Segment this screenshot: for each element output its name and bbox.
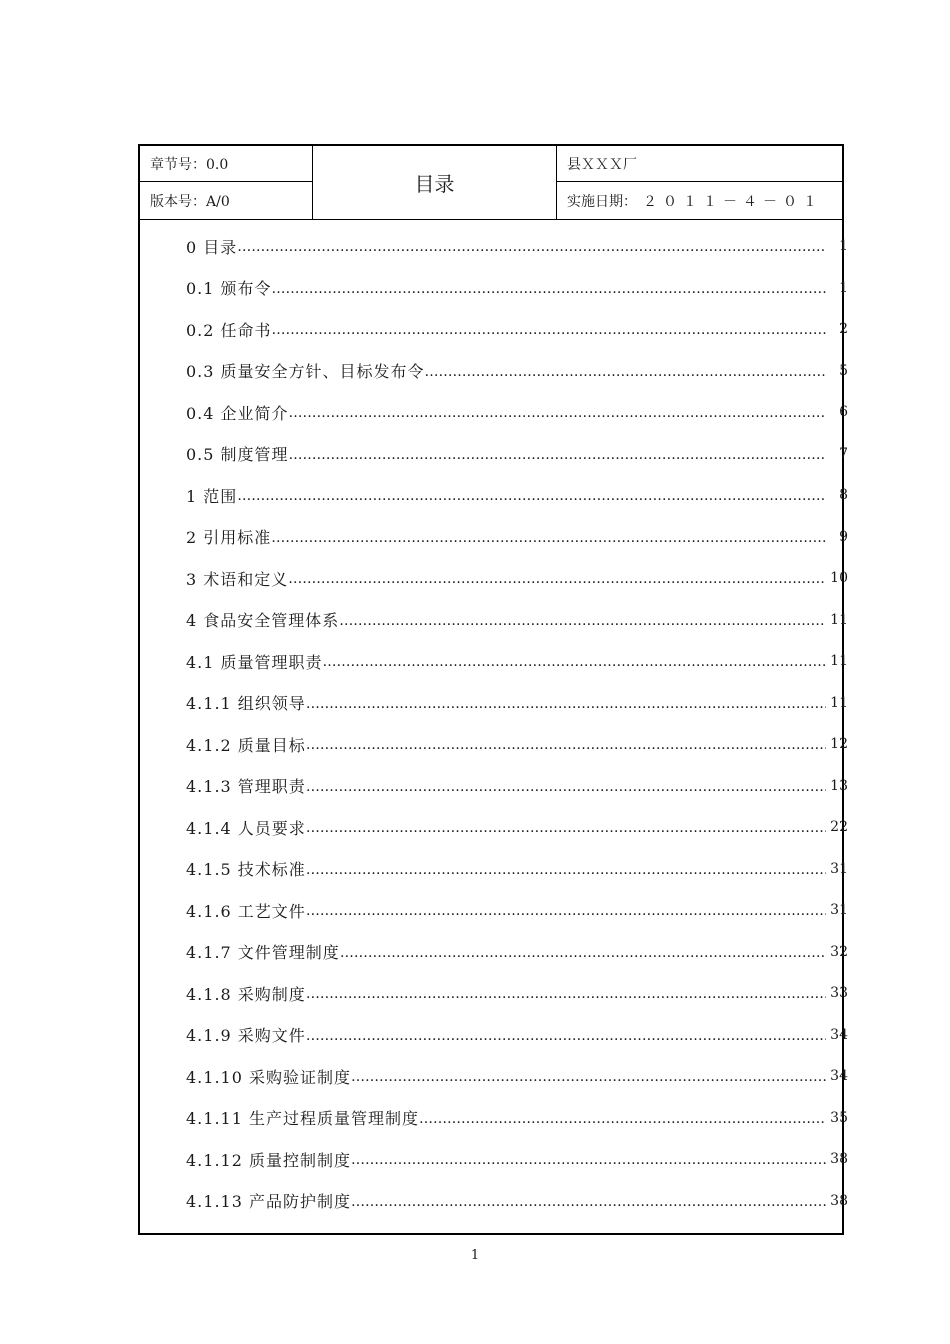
toc-entry-page: 38 bbox=[830, 1192, 848, 1209]
toc-entry[interactable] bbox=[186, 688, 850, 718]
toc-dot-leader bbox=[289, 401, 826, 423]
toc-dot-leader bbox=[289, 443, 826, 465]
toc-entry-page: 11 bbox=[830, 611, 848, 628]
toc-entry[interactable] bbox=[186, 646, 850, 676]
toc-entry-title: 4.1.4 人员要求 bbox=[186, 818, 306, 838]
toc-entry[interactable] bbox=[186, 854, 850, 884]
toc-dot-leader bbox=[306, 858, 826, 880]
version-number bbox=[140, 182, 313, 219]
toc-entry-title: 4.1.8 采购制度 bbox=[186, 984, 306, 1004]
effective-date-label: 实施日期： bbox=[567, 193, 637, 210]
document-header bbox=[140, 146, 842, 220]
toc-entry[interactable] bbox=[186, 522, 850, 552]
toc-entry[interactable] bbox=[186, 314, 850, 344]
toc-entry-title: 4.1.11 生产过程质量管理制度 bbox=[186, 1109, 419, 1128]
toc-entry-page: 31 bbox=[830, 860, 848, 877]
toc-entry[interactable] bbox=[186, 812, 850, 842]
page-number: 1 bbox=[470, 1248, 480, 1263]
toc-entry-title: 4 食品安全管理体系 bbox=[186, 611, 340, 630]
toc-dot-leader bbox=[306, 733, 826, 755]
toc-dot-leader bbox=[323, 650, 826, 672]
toc-dot-leader bbox=[306, 692, 826, 714]
toc-entry-page: 2 bbox=[839, 321, 848, 337]
toc-dot-leader bbox=[351, 1065, 826, 1087]
company-name bbox=[557, 146, 842, 182]
toc-dot-leader bbox=[351, 1190, 826, 1212]
toc-entry-page: 34 bbox=[830, 1026, 848, 1043]
toc-dot-leader bbox=[306, 982, 826, 1004]
toc-dot-leader bbox=[351, 1148, 826, 1170]
toc-dot-leader bbox=[339, 609, 826, 631]
toc-entry[interactable] bbox=[186, 978, 850, 1008]
toc-entry[interactable] bbox=[186, 895, 850, 925]
toc-entry-page: 34 bbox=[830, 1068, 848, 1084]
toc-dot-leader bbox=[306, 1024, 826, 1046]
toc-entry-page: 9 bbox=[839, 528, 848, 545]
chapter-number-text: 章节号：0.0 bbox=[150, 156, 229, 173]
toc-dot-leader bbox=[419, 1107, 826, 1129]
toc-entry[interactable] bbox=[186, 439, 850, 469]
toc-entry[interactable] bbox=[186, 480, 850, 510]
toc-entry-title: 0.1 颁布令 bbox=[186, 279, 272, 298]
toc-entry[interactable] bbox=[186, 563, 850, 593]
toc-entry-page: 35 bbox=[830, 1109, 848, 1126]
toc-entry-page: 11 bbox=[830, 653, 848, 669]
toc-entry-title: 4.1.6 工艺文件 bbox=[186, 901, 306, 921]
toc-entry-title: 1 范围 bbox=[186, 486, 238, 506]
toc-entry-page: 1 bbox=[839, 238, 848, 254]
chapter-number bbox=[140, 146, 313, 182]
toc-entry-page: 13 bbox=[830, 777, 848, 794]
effective-date bbox=[557, 182, 842, 219]
toc-entry-title: 3 术语和定义 bbox=[186, 569, 289, 589]
document-frame bbox=[138, 144, 848, 1235]
toc-entry[interactable] bbox=[186, 397, 850, 427]
toc-entry-page: 12 bbox=[830, 736, 848, 752]
toc-entry[interactable] bbox=[186, 1103, 850, 1133]
toc-entry-page: 6 bbox=[839, 404, 848, 420]
toc-entry[interactable] bbox=[186, 273, 850, 303]
toc-dot-leader bbox=[237, 235, 826, 257]
toc-dot-leader bbox=[271, 526, 826, 548]
toc-dot-leader bbox=[237, 484, 826, 506]
toc-entry-title: 4.1.10 采购验证制度 bbox=[186, 1067, 351, 1087]
toc-entry-title: 0.2 任命书 bbox=[186, 320, 272, 340]
toc-entry-page: 7 bbox=[839, 445, 848, 462]
toc-entry-title: 0 目录 bbox=[186, 237, 238, 257]
toc-entry-page: 22 bbox=[830, 819, 848, 835]
toc-entry-page: 38 bbox=[830, 1151, 848, 1167]
toc-entry-title: 4.1.5 技术标准 bbox=[186, 860, 306, 879]
toc-entry-title: 0.3 质量安全方针、目标发布令 bbox=[186, 362, 425, 381]
toc-entry[interactable] bbox=[186, 937, 850, 967]
toc-entry[interactable] bbox=[186, 1186, 850, 1216]
effective-date-value: ２０１１－４－０１ bbox=[643, 193, 823, 210]
toc-entry-page: 33 bbox=[830, 985, 848, 1001]
toc-entry[interactable] bbox=[186, 729, 850, 759]
toc-entry-title: 4.1.1 组织领导 bbox=[186, 694, 306, 713]
toc-dot-leader bbox=[288, 567, 826, 589]
toc-entry[interactable] bbox=[186, 356, 850, 386]
toc-entry-page: 32 bbox=[830, 943, 848, 960]
toc-entry-title: 4.1 质量管理职责 bbox=[186, 652, 323, 672]
toc-entry-page: 11 bbox=[830, 694, 848, 711]
toc-entry-title: 0.5 制度管理 bbox=[186, 445, 289, 464]
toc-dot-leader bbox=[306, 816, 826, 838]
toc-entry[interactable] bbox=[186, 605, 850, 635]
toc-entry-title: 4.1.13 产品防护制度 bbox=[186, 1192, 351, 1211]
toc-dot-leader bbox=[425, 360, 826, 382]
toc-entry-title: 0.4 企业简介 bbox=[186, 403, 289, 423]
toc-entry[interactable] bbox=[186, 771, 850, 801]
toc-entry[interactable] bbox=[186, 1020, 850, 1050]
version-number-text: 版本号：A/0 bbox=[150, 193, 230, 210]
toc-entry-title: 4.1.9 采购文件 bbox=[186, 1026, 306, 1045]
toc-entry-title: 4.1.2 质量目标 bbox=[186, 735, 306, 755]
toc-entry-title: 2 引用标准 bbox=[186, 528, 272, 547]
toc-entry[interactable] bbox=[186, 1061, 850, 1091]
toc-entry-title: 4.1.12 质量控制制度 bbox=[186, 1150, 351, 1170]
toc-entry[interactable] bbox=[186, 231, 850, 261]
toc-entry-page: 31 bbox=[830, 902, 848, 918]
toc-dot-leader bbox=[272, 318, 826, 340]
document-title bbox=[313, 146, 557, 219]
toc-entry-page: 1 bbox=[839, 279, 848, 296]
toc-entry[interactable] bbox=[186, 1144, 850, 1174]
toc-dot-leader bbox=[306, 775, 826, 797]
toc-entry-page: 10 bbox=[830, 570, 848, 586]
toc-entry-title: 4.1.7 文件管理制度 bbox=[186, 943, 340, 962]
document-title-text: 目录 bbox=[414, 172, 455, 196]
toc-entry-page: 5 bbox=[839, 362, 848, 379]
toc-dot-leader bbox=[272, 277, 826, 299]
toc-dot-leader bbox=[340, 941, 826, 963]
toc-entry-title: 4.1.3 管理职责 bbox=[186, 777, 306, 796]
company-name-text: 县ＸＸＸ厂 bbox=[567, 156, 637, 173]
toc-dot-leader bbox=[306, 899, 826, 921]
toc-entry-page: 8 bbox=[839, 487, 848, 503]
